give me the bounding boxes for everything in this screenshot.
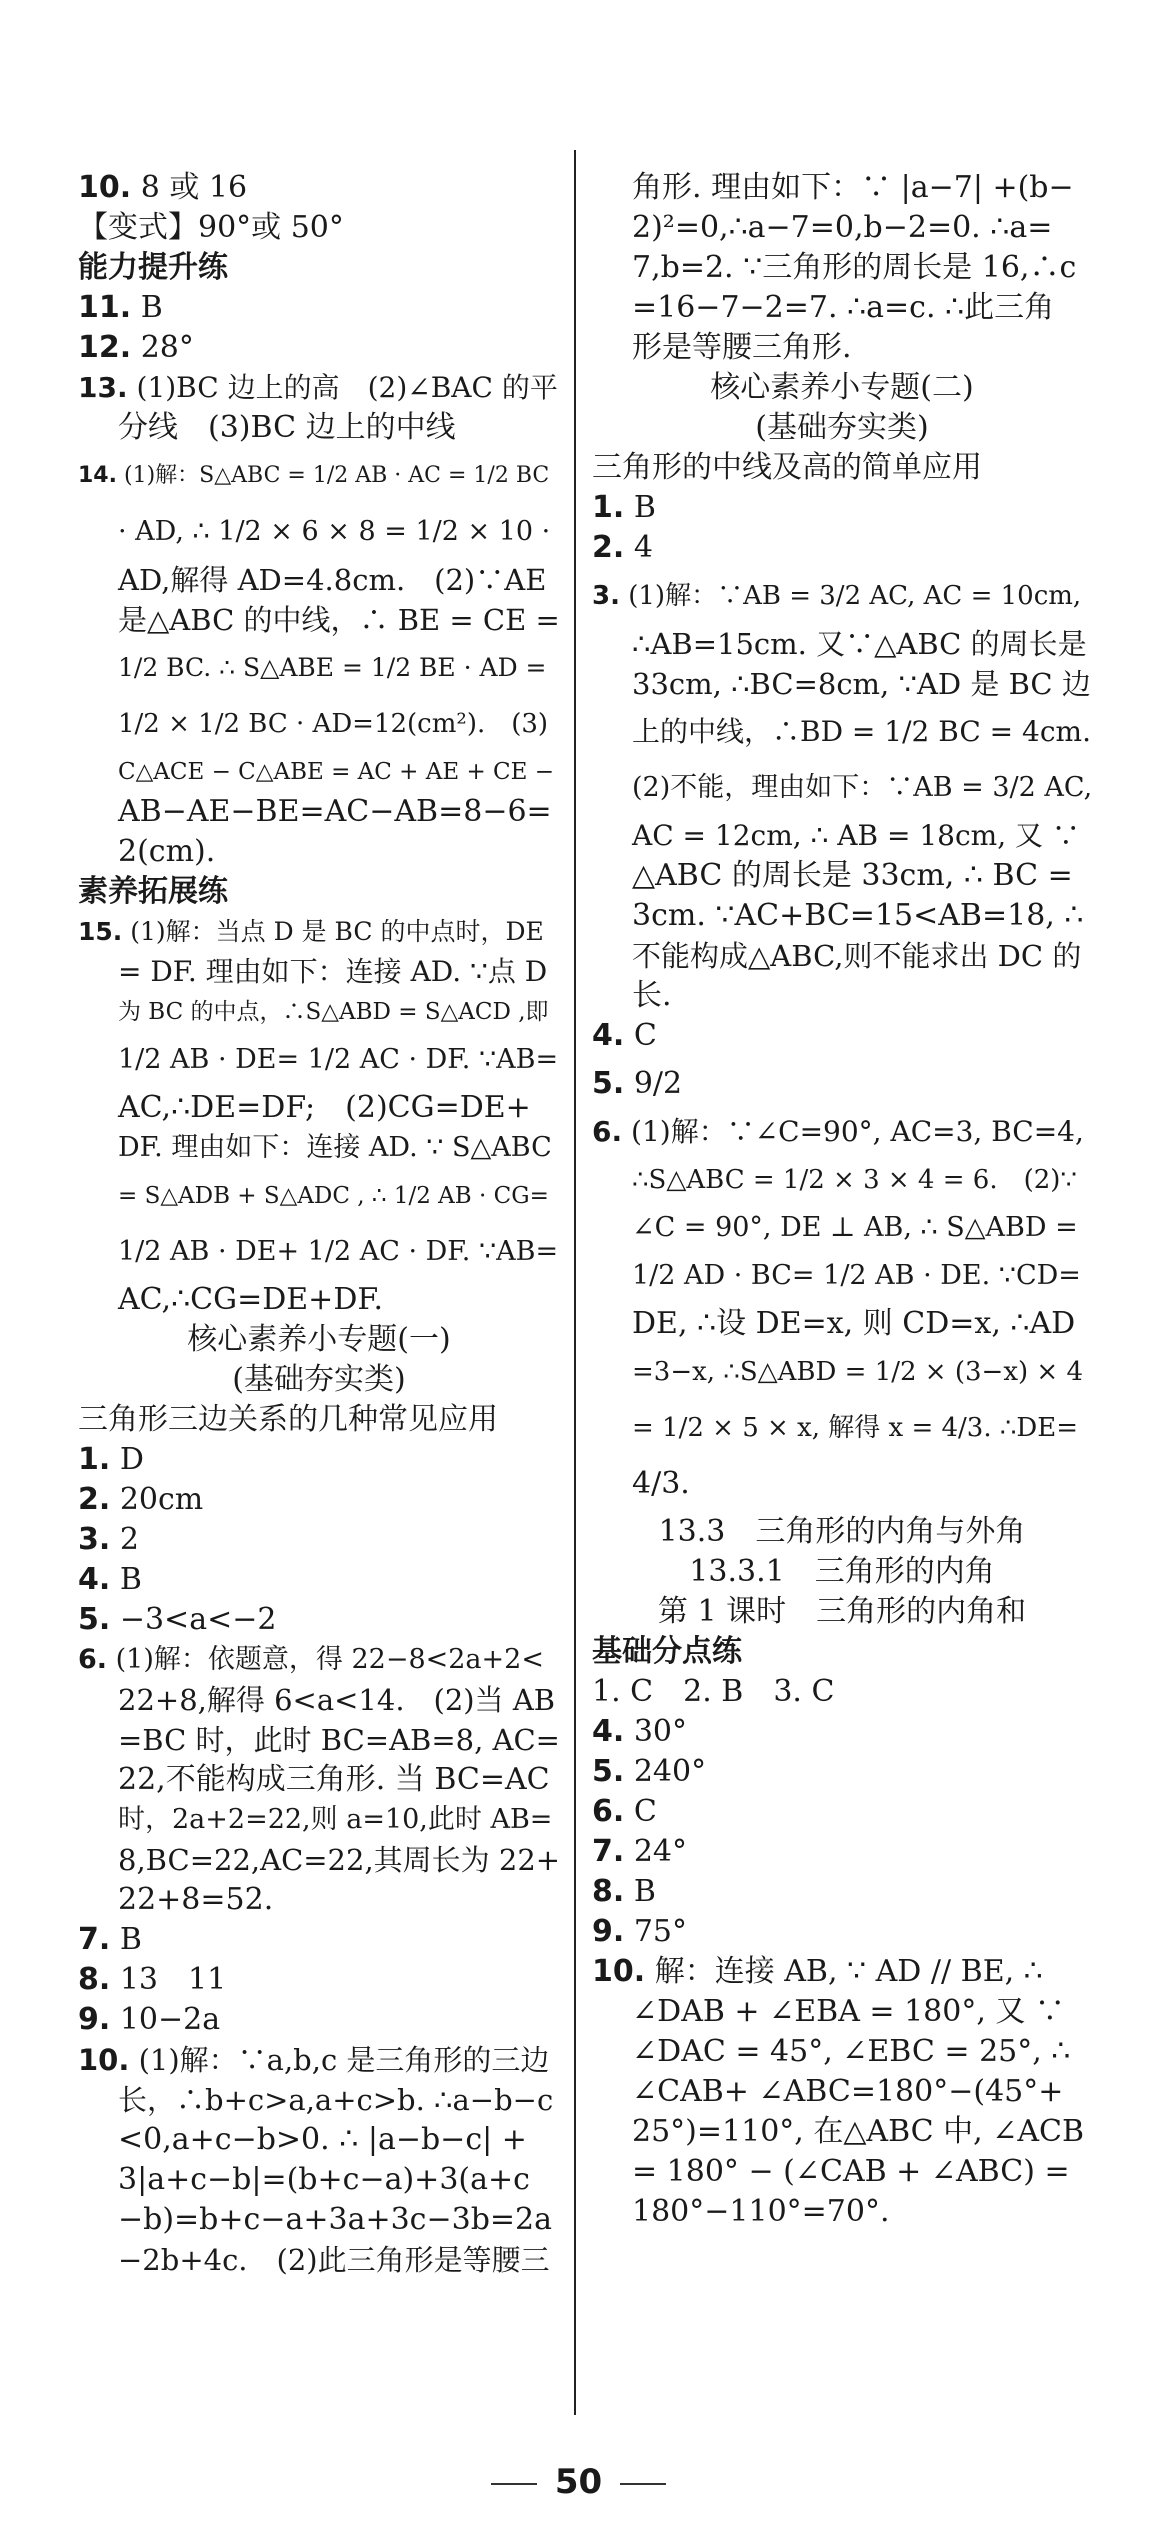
answer-line (78, 2000, 560, 2040)
answer-text: AC,∴DE=DF; (2)CG=DE+ (118, 1090, 531, 1125)
answer-text: =16−7−2=7. ∴a=c. ∴此三角 (632, 290, 1055, 325)
question-number: 5. (78, 1602, 111, 1637)
answer-text: 长，∴b+c>a,a+c>b. ∴a−b−c (118, 2083, 554, 2117)
answer-line (78, 408, 560, 448)
answer-text: 1/2 × 1/2 BC · AD=12(cm²). (3) (118, 709, 549, 739)
answer-text: 240° (633, 1754, 707, 1789)
answer-text: 长. (632, 978, 672, 1013)
answer-text: (基础夯实类) (755, 410, 929, 445)
answer-text: 28° (140, 330, 194, 365)
answer-text: 3|a+c−b|=(b+c−a)+3(a+c (118, 2162, 530, 2197)
answer-text: −3<a<−2 (119, 1602, 277, 1637)
answer-line (592, 488, 1092, 528)
answer-line (78, 328, 560, 368)
answer-text: 时，2a+2=22,则 a=10,此时 AB= (118, 1804, 553, 1835)
answer-line (592, 1208, 1092, 1248)
answer-line (78, 1640, 560, 1680)
answer-line (78, 640, 560, 696)
topic-heading (78, 1320, 560, 1360)
question-number: 2. (592, 530, 625, 565)
answer-line (78, 2120, 560, 2160)
answer-line (592, 1872, 1092, 1912)
answer-text: D (119, 1442, 144, 1477)
answer-text: 分线 (3)BC 边上的中线 (118, 410, 456, 445)
answer-text: 核心素养小专题(一) (187, 1322, 451, 1357)
answer-line (78, 1520, 560, 1560)
answer-text: AC = 12cm, ∴ AB = 18cm, 又 ∵ (632, 819, 1080, 852)
answer-line (78, 2040, 560, 2080)
answer-line (592, 168, 1092, 208)
question-number: 9. (78, 2002, 111, 2037)
question-number: 4. (592, 1714, 625, 1749)
answer-text: <0,a+c−b>0. ∴ |a−b−c| + (118, 2122, 527, 2157)
answer-text: AD,解得 AD=4.8cm. (2)∵AE (118, 563, 547, 597)
answer-line (78, 2160, 560, 2200)
answer-text: 30° (633, 1714, 688, 1749)
question-number: 12. (78, 330, 132, 365)
question-number: 8. (78, 1962, 111, 1997)
answer-line (78, 832, 560, 872)
answer-line (592, 760, 1092, 816)
answer-line (78, 1224, 560, 1280)
answer-line (592, 448, 1092, 488)
answer-text: 1. C 2. B 3. C (592, 1674, 835, 1709)
answer-line (78, 448, 560, 504)
answer-line (592, 2032, 1092, 2072)
answer-line (78, 1440, 560, 1480)
answer-text: B (633, 1874, 656, 1909)
answer-line (592, 896, 1092, 936)
answer-text: C (633, 1018, 657, 1053)
question-number: 13. (78, 371, 128, 404)
answer-text: 24° (633, 1834, 688, 1869)
answer-line (592, 1912, 1092, 1952)
section-heading-text: 素养拓展练 (78, 874, 228, 909)
answer-line (78, 1760, 560, 1800)
answer-line (78, 1560, 560, 1600)
answer-line (592, 1752, 1092, 1792)
answer-line (592, 248, 1092, 288)
answer-text: 10−2a (119, 2002, 221, 2037)
answer-line (592, 976, 1092, 1016)
answer-line (592, 1792, 1092, 1832)
answer-text: 22+8,解得 6<a<14. (2)当 AB (118, 1683, 556, 1717)
answer-text: 8 或 16 (140, 170, 248, 205)
question-number: 5. (592, 1754, 625, 1789)
answer-line (592, 1400, 1092, 1456)
question-number: 6. (592, 1115, 623, 1148)
answer-line (78, 208, 560, 248)
answer-text: ∴AB=15cm. 又∵△ABC 的周长是 (632, 627, 1087, 661)
answer-line (78, 1128, 560, 1168)
question-number: 7. (78, 1922, 111, 1957)
answer-text: = S△ADB + S△ADC , ∴ 1/2 AB · CG= (118, 1183, 549, 1209)
answer-text: 第 1 课时 三角形的内角和 (657, 1594, 1027, 1629)
question-number: 6. (78, 1644, 108, 1675)
answer-text: 22+8=52. (118, 1882, 274, 1917)
question-number: 1. (592, 490, 625, 525)
column-divider (574, 150, 576, 2415)
answer-line (592, 856, 1092, 896)
answer-text: AC,∴CG=DE+DF. (118, 1282, 384, 1317)
answer-line (78, 1280, 560, 1320)
question-number: 10. (78, 2043, 130, 2077)
question-number: 14. (78, 463, 117, 488)
question-number: 5. (592, 1066, 625, 1101)
answer-text: ∴S△ABC = 1/2 × 3 × 4 = 6. (2)∵ (632, 1165, 1077, 1195)
answer-text: 22,不能构成三角形. 当 BC=AC (118, 1762, 550, 1797)
answer-line (78, 504, 560, 560)
answer-line (78, 288, 560, 328)
answer-text: 上的中线，∴BD = 1/2 BC = 4cm. (632, 715, 1091, 748)
answer-text: AB−AE−BE=AC−AB=8−6= (118, 794, 552, 829)
answer-line (592, 1056, 1092, 1112)
answer-line (78, 1800, 560, 1840)
answer-text: ∠CAB+ ∠ABC=180°−(45°+ (632, 2074, 1064, 2109)
question-number: 10. (78, 170, 132, 205)
answer-text: 是△ABC 的中线，∴ BE = CE = (118, 603, 560, 637)
answer-text: 8,BC=22,AC=22,其周长为 22+ (118, 1843, 561, 1877)
answer-text: = DF. 理由如下：连接 AD. ∵点 D (118, 955, 548, 988)
answer-line (78, 1880, 560, 1920)
answer-text: C△ACE − C△ABE = AC + AE + CE − (118, 759, 555, 785)
answer-line (592, 328, 1092, 368)
answer-line (592, 816, 1092, 856)
answer-text: DE, ∴设 DE=x, 则 CD=x, ∴AD (632, 1306, 1076, 1341)
answer-line (78, 2240, 560, 2280)
answer-line (592, 1992, 1092, 2032)
answer-line (78, 912, 560, 952)
answer-line (78, 560, 560, 600)
answer-line (592, 936, 1092, 976)
answer-text: C (633, 1794, 657, 1829)
topic-heading (78, 1360, 560, 1400)
answer-text: 2)²=0,∴a−7=0,b−2=0. ∴a= (632, 210, 1053, 245)
answer-text: B (633, 490, 656, 525)
answer-line (592, 664, 1092, 704)
answer-text: 4 (633, 530, 653, 565)
answer-line (592, 704, 1092, 760)
left-column (78, 168, 560, 2280)
answer-line (592, 1304, 1092, 1344)
answer-line (592, 1672, 1092, 1712)
question-number: 3. (592, 581, 620, 611)
answer-text: −b)=b+c−a+3a+3c−3b=2a (118, 2202, 553, 2237)
answer-text: (1)解：依题意，得 22−8<2a+2< (115, 1644, 544, 1675)
answer-line (592, 1112, 1092, 1152)
answer-text: (1)解：∵AB = 3/2 AC, AC = 10cm, (628, 581, 1082, 611)
answer-line (78, 2080, 560, 2120)
question-number: 3. (78, 1522, 111, 1557)
answer-text: 形是等腰三角形. (632, 330, 852, 365)
question-number: 8. (592, 1874, 625, 1909)
answer-text: ∠DAC = 45°, ∠EBC = 25°, ∴ (632, 2034, 1071, 2069)
answer-line (592, 2152, 1092, 2192)
answer-line (78, 752, 560, 792)
answer-text: △ABC 的周长是 33cm, ∴ BC = (632, 858, 1073, 893)
question-number: 15. (78, 917, 123, 946)
answer-line (592, 1832, 1092, 1872)
answer-line (592, 1952, 1092, 1992)
answer-line (592, 1248, 1092, 1304)
answer-line (78, 1680, 560, 1720)
answer-line (592, 2192, 1092, 2232)
answer-text: 核心素养小专题(二) (710, 370, 974, 405)
answer-text: 三角形三边关系的几种常见应用 (78, 1402, 498, 1437)
answer-line (592, 288, 1092, 328)
answer-text: 20cm (119, 1482, 204, 1517)
answer-text: 13 11 (119, 1962, 227, 1997)
answer-text: 三角形的中线及高的简单应用 (592, 450, 982, 485)
question-number: 11. (78, 290, 132, 325)
answer-text: 2(cm). (118, 834, 216, 869)
answer-line (78, 1168, 560, 1224)
answer-text: = 1/2 × 5 × x, 解得 x = 4/3. ∴DE= (632, 1413, 1079, 1443)
answer-line (78, 168, 560, 208)
answer-line (78, 1960, 560, 2000)
answer-line (78, 696, 560, 752)
answer-line (78, 600, 560, 640)
answer-line (592, 1016, 1092, 1056)
section-heading (592, 1632, 1092, 1672)
answer-line (78, 952, 560, 992)
topic-heading (592, 368, 1092, 408)
answer-text: 4/3. (632, 1466, 690, 1501)
answer-text: =3−x, ∴S△ABD = 1/2 × (3−x) × 4 (632, 1357, 1083, 1387)
answer-line (592, 1152, 1092, 1208)
answer-text: 2 (119, 1522, 139, 1557)
answer-text: 【变式】90°或 50° (78, 210, 344, 245)
answer-line (592, 1344, 1092, 1400)
answer-text: ∠DAB + ∠EBA = 180°, 又 ∵ (632, 1994, 1065, 2029)
answer-line (592, 568, 1092, 624)
answer-text: ∠C = 90°, DE ⊥ AB, ∴ S△ABD = (632, 1212, 1078, 1243)
question-number: 1. (78, 1442, 111, 1477)
question-number: 4. (78, 1562, 111, 1597)
answer-text: · AD, ∴ 1/2 × 6 × 8 = 1/2 × 10 · (118, 516, 551, 547)
answer-text: 解：连接 AB, ∵ AD // BE, ∴ (654, 1954, 1043, 1989)
answer-text: B (119, 1562, 142, 1597)
topic-heading (592, 408, 1092, 448)
answer-text: B (140, 290, 163, 325)
answer-text: 25°)=110°, 在△ABC 中, ∠ACB (632, 2114, 1085, 2149)
page-number: 50 (554, 2462, 603, 2502)
answer-text: 1/2 AD · BC= 1/2 AB · DE. ∵CD= (632, 1260, 1081, 1291)
answer-line (78, 1088, 560, 1128)
section-heading (78, 872, 560, 912)
answer-line (592, 1456, 1092, 1512)
answer-text: 7,b=2. ∵三角形的周长是 16,∴c (632, 250, 1077, 285)
question-number: 7. (592, 1834, 625, 1869)
answer-line (78, 368, 560, 408)
section-heading (78, 248, 560, 288)
answer-text: 1/2 BC. ∴ S△ABE = 1/2 BE · AD = (118, 653, 547, 682)
answer-text: 1/2 AB · DE+ 1/2 AC · DF. ∵AB= (118, 1236, 559, 1267)
answer-line (78, 1400, 560, 1440)
right-column (592, 168, 1092, 2232)
answer-text: 不能构成△ABC,则不能求出 DC 的 (632, 939, 1082, 973)
section-heading-text: 能力提升练 (78, 250, 228, 285)
footer-dash-right (620, 2483, 666, 2485)
footer-dash-left (491, 2483, 537, 2485)
answer-text: 13.3.1 三角形的内角 (689, 1554, 995, 1589)
answer-line (592, 624, 1092, 664)
answer-line (78, 1920, 560, 1960)
answer-text: DF. 理由如下：连接 AD. ∵ S△ABC (118, 1132, 552, 1163)
answer-line (592, 528, 1092, 568)
topic-heading (592, 1512, 1092, 1552)
answer-text: (1)解：S△ABC = 1/2 AB · AC = 1/2 BC (123, 463, 550, 488)
answer-line (78, 1032, 560, 1088)
question-number: 4. (592, 1018, 625, 1053)
topic-heading (592, 1552, 1092, 1592)
question-number: 6. (592, 1794, 625, 1829)
answer-line (592, 1712, 1092, 1752)
page-footer (0, 2462, 1157, 2502)
answer-text: = 180° − (∠CAB + ∠ABC) = (632, 2154, 1070, 2189)
question-number: 9. (592, 1914, 625, 1949)
answer-line (78, 1480, 560, 1520)
section-heading-text: 基础分点练 (592, 1634, 742, 1669)
answer-text: −2b+4c. (2)此三角形是等腰三 (118, 2243, 550, 2277)
answer-text: (1)解：∵a,b,c 是三角形的三边 (138, 2043, 550, 2077)
topic-heading (592, 1592, 1092, 1632)
answer-text: 13.3 三角形的内角与外角 (658, 1514, 1026, 1549)
answer-line (78, 992, 560, 1032)
question-number: 2. (78, 1482, 111, 1517)
answer-text: 33cm, ∴BC=8cm, ∵AD 是 BC 边 (632, 667, 1091, 701)
answer-line (78, 2200, 560, 2240)
answer-text: (1)BC 边上的高 (2)∠BAC 的平 (136, 371, 558, 404)
answer-text: 180°−110°=70°. (632, 2194, 890, 2229)
answer-text: 3cm. ∵AC+BC=15<AB=18, ∴ (632, 898, 1084, 933)
answer-line (592, 2112, 1092, 2152)
answer-line (592, 208, 1092, 248)
question-number: 10. (592, 1954, 646, 1989)
answer-text: B (119, 1922, 142, 1957)
answer-line (78, 1720, 560, 1760)
answer-text: 1/2 AB · DE= 1/2 AC · DF. ∵AB= (118, 1044, 559, 1075)
answer-text: (1)解：∵∠C=90°, AC=3, BC=4, (631, 1115, 1084, 1148)
answer-text: (基础夯实类) (232, 1362, 406, 1397)
answer-text: 为 BC 的中点，∴S△ABD = S△ACD ,即 (118, 999, 549, 1025)
answer-line (78, 1600, 560, 1640)
answer-line (592, 2072, 1092, 2112)
answer-line (78, 1840, 560, 1880)
answer-text: 75° (633, 1914, 688, 1949)
answer-text: (2)不能，理由如下：∵AB = 3/2 AC, (632, 772, 1093, 803)
answer-text: 角形. 理由如下：∵ |a−7| +(b− (632, 170, 1074, 205)
answer-text: (1)解：当点 D 是 BC 的中点时，DE (130, 917, 544, 946)
answer-text: 9/2 (633, 1066, 683, 1101)
answer-text: =BC 时，此时 BC=AB=8, AC= (118, 1723, 560, 1757)
answer-line (78, 792, 560, 832)
